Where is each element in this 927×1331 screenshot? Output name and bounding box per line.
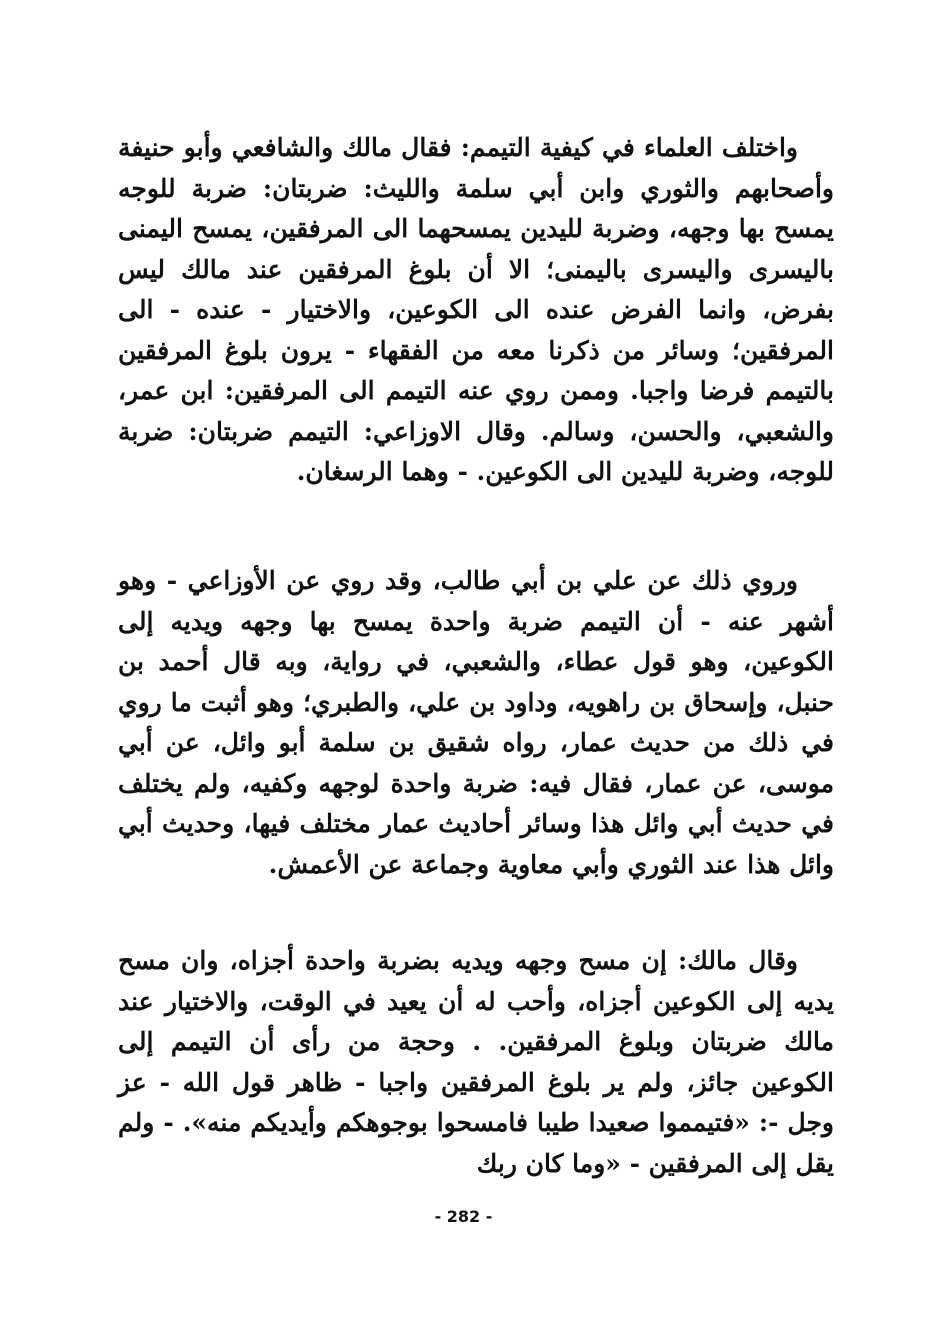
- paragraph-3: [118, 941, 834, 1184]
- paragraph-1: [118, 128, 834, 493]
- page-number: - 282 -: [434, 1207, 493, 1226]
- paragraph-3-text: وقال مالك: إن مسح وجهه ويديه بضربة واحدة أجزاه، وان مسح يديه إلى الكوعين أجزاه، وأحب له أن يعيد في الوقت، والاختيار عند مالك ضربتان وبلوغ المرفقين. . وحجة من رأى أن التيمم إلى الكوعين جائز، ولم ير بلوغ المرفقين واجبا - ظاهر قول الله - عز وجل -: «فتيمموا صعيدا طيبا فامسحوا بوجوهكم وأيديكم منه». - ولم يقل إلى المرفقين - «وما كان ربك: [118, 946, 834, 1178]
- paragraph-2-text: وروي ذلك عن علي بن أبي طالب، وقد روي عن الأوزاعي - وهو أشهر عنه - أن التيمم ضربة واحدة يمسح بها وجهه ويديه إلى الكوعين، وهو قول عطاء، والشعبي، في رواية، وبه قال أحمد بن حنبل، وإسحاق بن راهويه، وداود بن علي، والطبري؛ وهو أثبت ما روي في ذلك من حديث عمار، رواه شقيق بن سلمة أبو وائل، عن أبي موسى، عن عمار، فقال فيه: ضربة واحدة لوجهه وكفيه، ولم يختلف في حديث أبي وائل هذا وسائر أحاديث عمار مختلف فيها، وحديث أبي وائل هذا عند الثوري وأبي معاوية وجماعة عن الأعمش.: [118, 566, 834, 879]
- paragraph-2: [118, 561, 834, 885]
- paragraph-1-text: واختلف العلماء في كيفية التيمم: فقال مالك والشافعي وأبو حنيفة وأصحابهم والثوري وابن أبي سلمة والليث: ضربتان: ضربة للوجه يمسح بها وجهه، وضربة لليدين يمسحهما الى المرفقين، يمسح اليمنى باليسرى واليسرى باليمنى؛ الا أن بلوغ المرفقين عند مالك ليس بفرض، وانما الفرض عنده الى الكوعين، والاختيار - عنده - الى المرفقين؛ وسائر من ذكرنا معه من الفقهاء - يرون بلوغ المرفقين بالتيمم فرضا واجبا. وممن روي عنه التيمم الى المرفقين: ابن عمر، والشعبي، والحسن، وسالم. وقال الاوزاعي: التيمم ضربتان: ضربة للوجه، وضربة لليدين الى الكوعين. - وهما الرسغان.: [118, 133, 834, 486]
